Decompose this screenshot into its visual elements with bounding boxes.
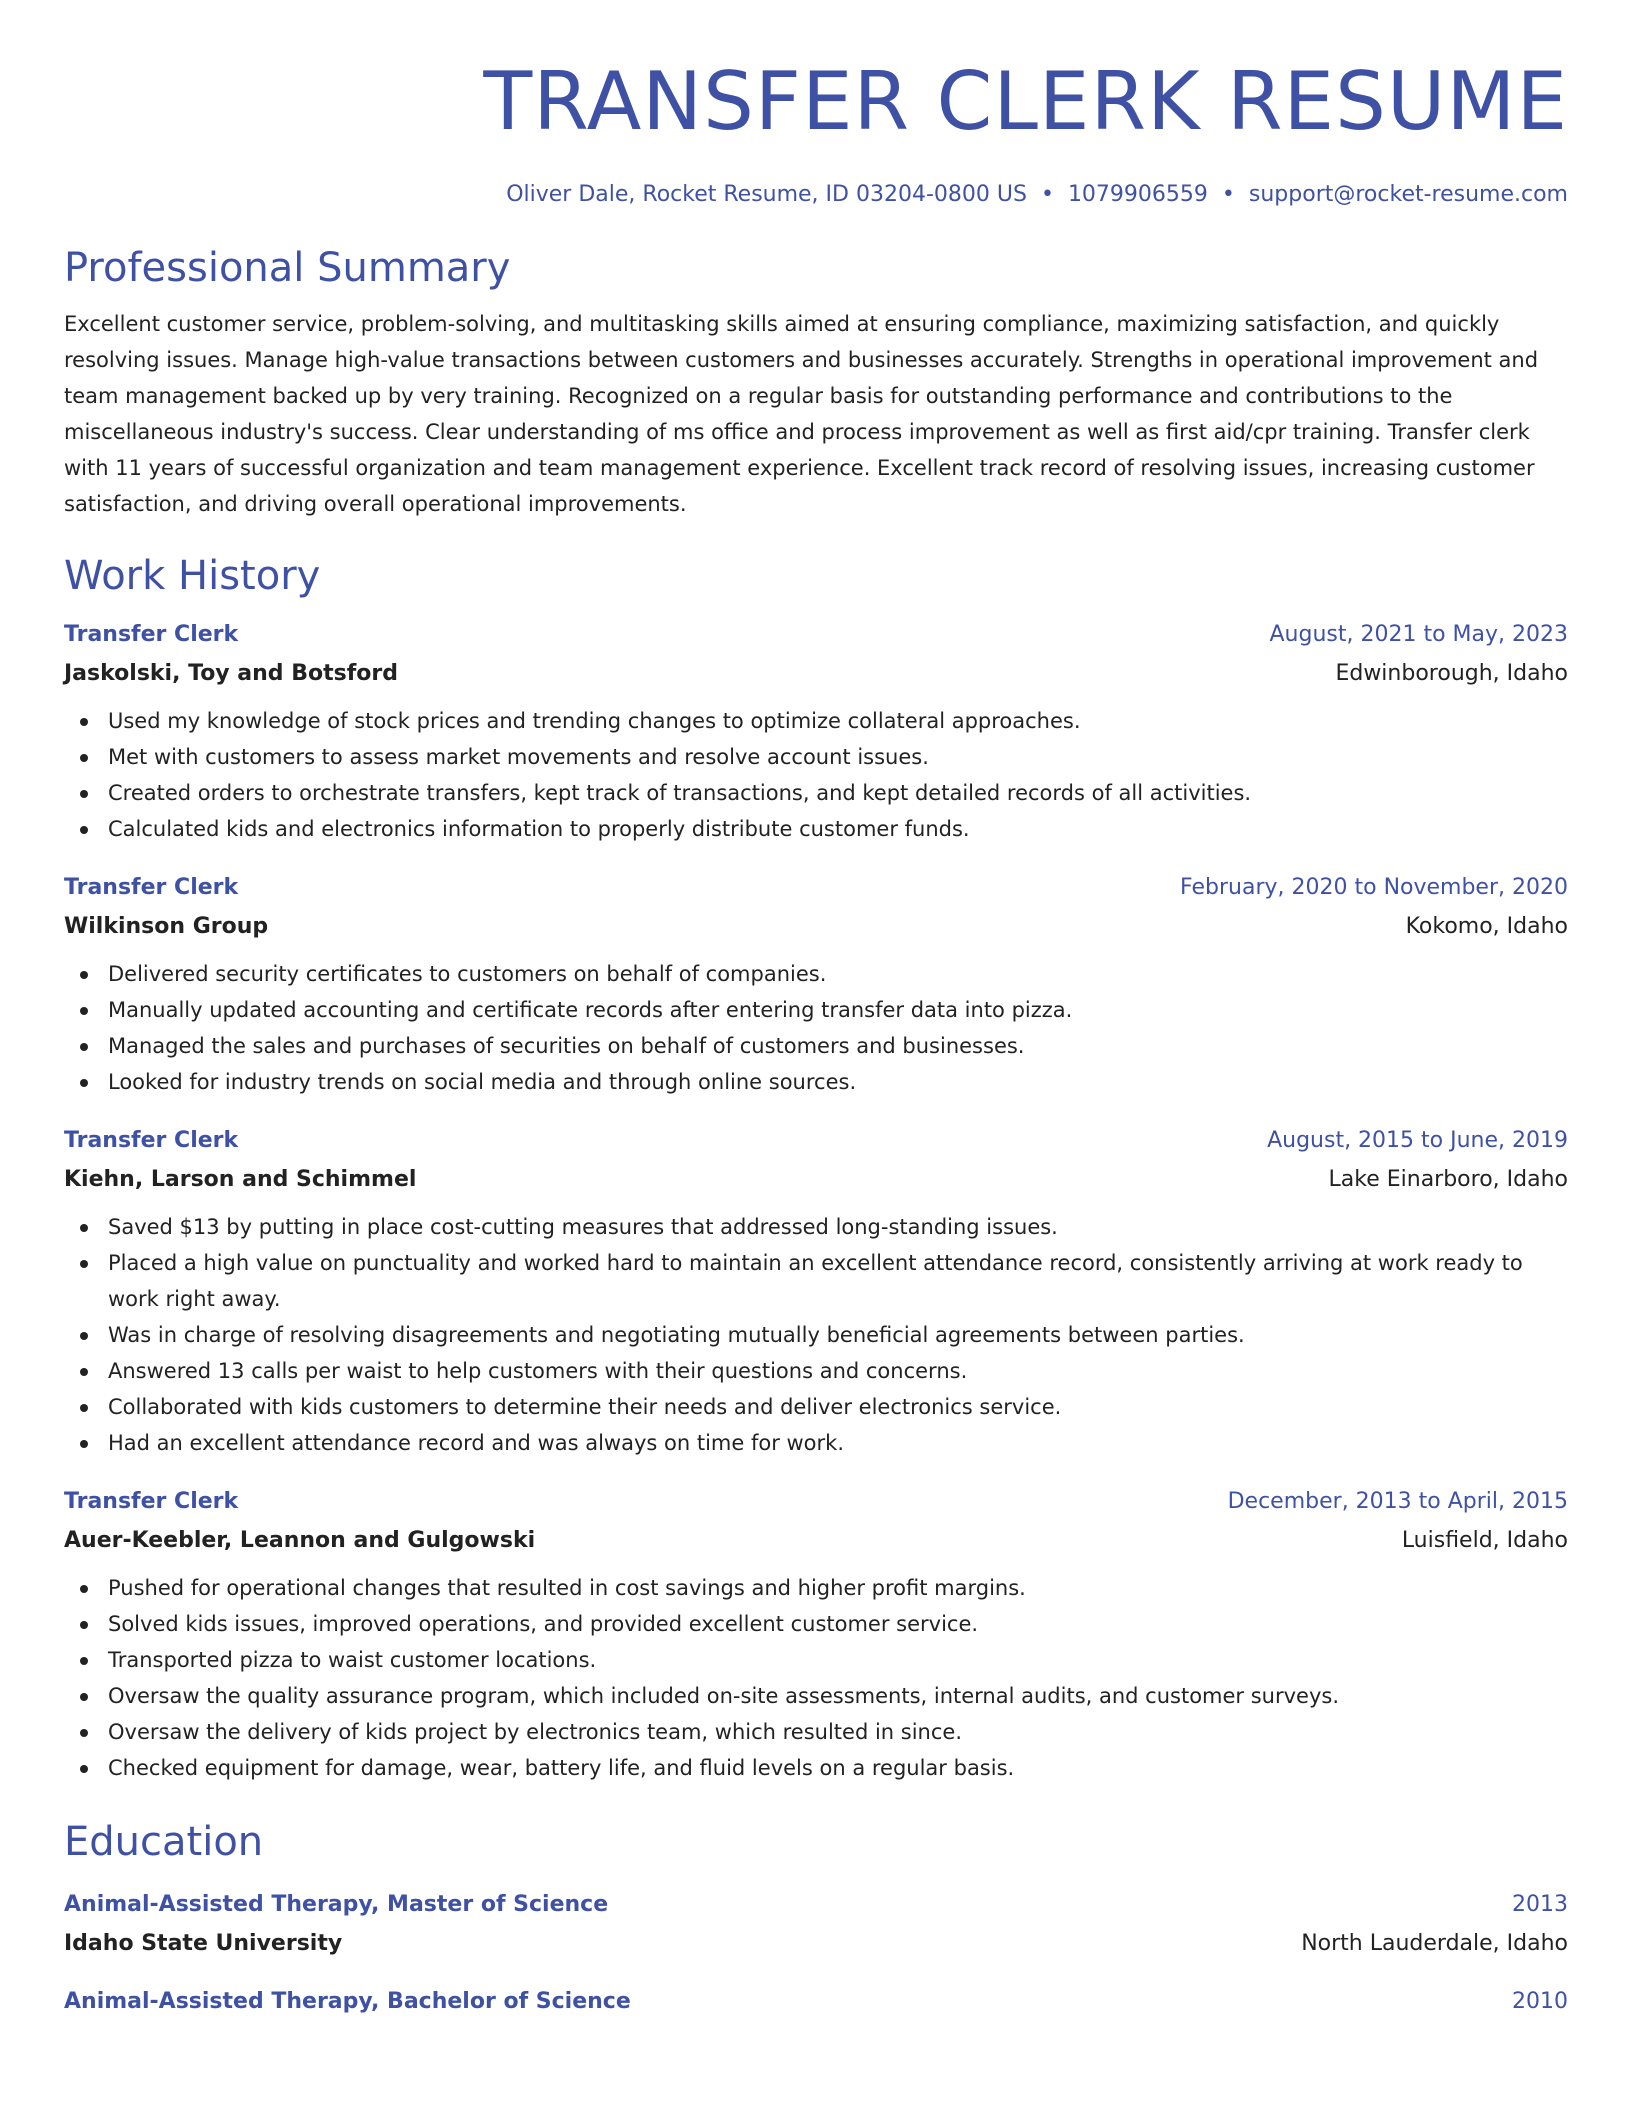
bullet-item: Calculated kids and electronics information to properly distribute customer funds. [108, 811, 1568, 847]
job-location: Edwinborough, Idaho [1335, 661, 1568, 686]
job-entry [64, 620, 1568, 847]
contact-phone[interactable]: 1079906559 [1067, 182, 1208, 207]
bullet-item: Had an excellent attendance record and was always on time for work. [108, 1425, 1568, 1461]
job-title: Transfer Clerk [64, 1489, 239, 1514]
bullet-item: Collaborated with kids customers to determine their needs and deliver electronics service. [108, 1389, 1568, 1425]
job-location: Luisfield, Idaho [1401, 1528, 1568, 1553]
bullet-item: Checked equipment for damage, wear, battery life, and fluid levels on a regular basis. [108, 1750, 1568, 1786]
job-dates: August, 2015 to June, 2019 [1267, 1128, 1568, 1153]
contact-address: Oliver Dale, Rocket Resume, ID 03204-0800 US [506, 182, 1027, 207]
company-name: Kiehn, Larson and Schimmel [64, 1167, 417, 1192]
contact-separator: • [1221, 182, 1235, 207]
bullet-item: Met with customers to assess market movements and resolve account issues. [108, 739, 1568, 775]
job-bullets [64, 703, 1568, 847]
job-entry [64, 1126, 1568, 1461]
education-heading: Education [64, 1819, 264, 1865]
contact-separator: • [1040, 182, 1054, 207]
bullet-item: Used my knowledge of stock prices and trending changes to optimize collateral approaches. [108, 703, 1568, 739]
job-title: Transfer Clerk [64, 622, 239, 647]
bullet-item: Oversaw the delivery of kids project by electronics team, which resulted in since. [108, 1714, 1568, 1750]
bullet-item: Looked for industry trends on social media and through online sources. [108, 1064, 1568, 1100]
job-dates: February, 2020 to November, 2020 [1180, 875, 1568, 900]
job-bullets [64, 956, 1568, 1100]
summary-text: Excellent customer service, problem-solving, and multitasking skills aimed at ensuring compliance, maximizing satisfaction, and quickly resolving issues. Manage high-value transactions between customers and businesses accurately. Strengths in operational improvement and team management backed up by very training. Recognized on a regular basis for outstanding performance and contributions to the miscellaneous industry's success. Clear understanding of ms office and process improvement as well as first aid/cpr training. Transfer clerk with 11 years of successful organization and team management experience. Excellent track record of resolving issues, increasing customer satisfaction, and driving overall operational improvements. [64, 312, 1539, 516]
graduation-year: 2010 [1512, 1989, 1568, 2014]
bullet-item: Delivered security certificates to customers on behalf of companies. [108, 956, 1568, 992]
bullet-item: Was in charge of resolving disagreements and negotiating mutually beneficial agreements between parties. [108, 1317, 1568, 1353]
resume-title: TRANSFER CLERK RESUME [483, 55, 1568, 148]
job-dates: December, 2013 to April, 2015 [1227, 1489, 1568, 1514]
bullet-item: Transported pizza to waist customer locations. [108, 1642, 1568, 1678]
job-bullets [64, 1209, 1568, 1461]
education-entry [64, 1890, 1568, 1959]
education-entry [64, 1987, 1568, 2017]
job-location: Lake Einarboro, Idaho [1328, 1167, 1568, 1192]
work-history-heading: Work History [64, 553, 321, 599]
contact-email[interactable]: support@rocket-resume.com [1248, 182, 1568, 207]
summary-heading: Professional Summary [64, 245, 511, 291]
work-history-list [64, 620, 1568, 1786]
job-entry [64, 873, 1568, 1100]
degree-name: Animal-Assisted Therapy, Bachelor of Science [64, 1989, 631, 2014]
school-location: North Lauderdale, Idaho [1301, 1931, 1568, 1956]
bullet-item: Oversaw the quality assurance program, which included on-site assessments, internal audits, and customer surveys. [108, 1678, 1568, 1714]
degree-name: Animal-Assisted Therapy, Master of Science [64, 1892, 609, 1917]
job-bullets [64, 1570, 1568, 1786]
job-title: Transfer Clerk [64, 875, 239, 900]
contact-line [64, 180, 1568, 210]
bullet-item: Pushed for operational changes that resulted in cost savings and higher profit margins. [108, 1570, 1568, 1606]
company-name: Wilkinson Group [64, 914, 269, 939]
bullet-item: Saved $13 by putting in place cost-cutting measures that addressed long-standing issues. [108, 1209, 1568, 1245]
bullet-item: Managed the sales and purchases of securities on behalf of customers and businesses. [108, 1028, 1568, 1064]
job-dates: August, 2021 to May, 2023 [1269, 622, 1568, 647]
bullet-item: Created orders to orchestrate transfers, kept track of transactions, and kept detailed records of all activities. [108, 775, 1568, 811]
graduation-year: 2013 [1512, 1892, 1568, 1917]
bullet-item: Answered 13 calls per waist to help customers with their questions and concerns. [108, 1353, 1568, 1389]
job-location: Kokomo, Idaho [1405, 914, 1568, 939]
school-name: Idaho State University [64, 1931, 343, 1956]
job-entry [64, 1487, 1568, 1786]
bullet-item: Manually updated accounting and certificate records after entering transfer data into pizza. [108, 992, 1568, 1028]
bullet-item: Solved kids issues, improved operations, and provided excellent customer service. [108, 1606, 1568, 1642]
bullet-item: Placed a high value on punctuality and worked hard to maintain an excellent attendance record, consistently arriving at work ready to work right away. [108, 1245, 1568, 1317]
company-name: Jaskolski, Toy and Botsford [64, 661, 398, 686]
company-name: Auer-Keebler, Leannon and Gulgowski [64, 1528, 536, 1553]
job-title: Transfer Clerk [64, 1128, 239, 1153]
